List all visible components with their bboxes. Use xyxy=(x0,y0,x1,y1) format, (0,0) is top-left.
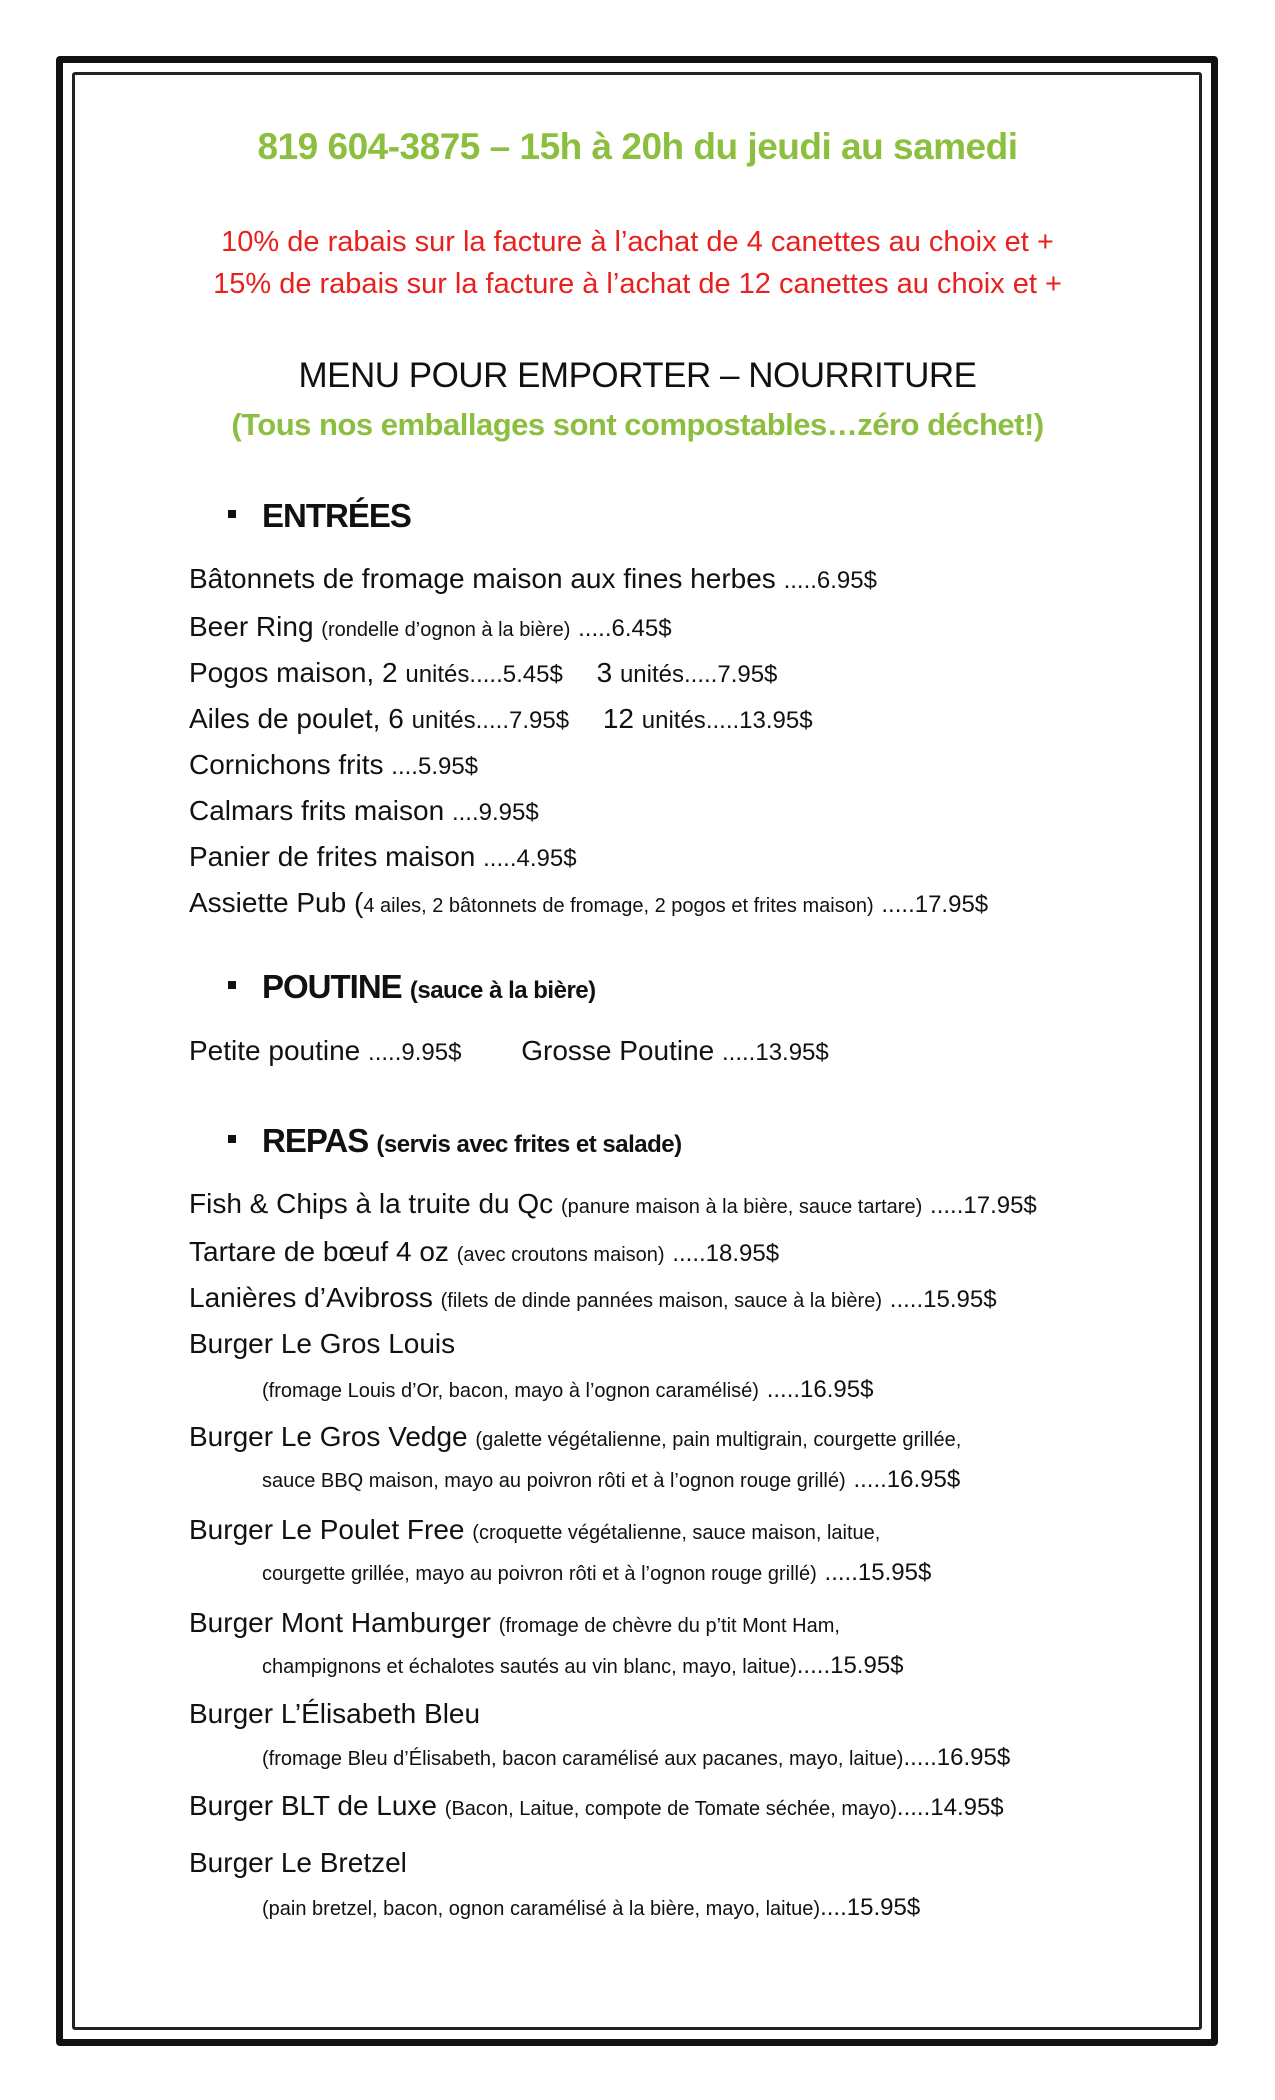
item-price: .....17.95$ xyxy=(881,891,989,918)
item-name: Burger BLT de Luxe xyxy=(189,1790,438,1821)
item-detail: (fromage Bleu d’Élisabeth, bacon caramélisé aux pacanes, mayo, laitue) xyxy=(262,1748,904,1770)
section-poutine xyxy=(228,968,596,1006)
menu-item xyxy=(189,1188,1037,1220)
item-price: .....9.95$ xyxy=(368,1039,462,1066)
item-detail: (panure maison à la bière, sauce tartare) xyxy=(560,1196,923,1218)
menu-item xyxy=(189,1236,779,1268)
item-price: .....14.95$ xyxy=(896,1794,1004,1821)
section-title: POUTINE xyxy=(262,968,402,1005)
menu-item xyxy=(189,563,877,595)
item-name: Tartare de bœuf 4 oz xyxy=(189,1236,449,1267)
section-entrees xyxy=(228,497,411,535)
item-detail: (rondelle d’ognon à la bière) xyxy=(321,619,571,641)
item-price: .....6.45$ xyxy=(578,615,672,642)
section-title: REPAS xyxy=(262,1122,369,1159)
item-name: Beer Ring xyxy=(189,611,314,642)
item-price: .....18.95$ xyxy=(672,1240,780,1267)
item-price: .....15.95$ xyxy=(796,1652,904,1679)
item-price: ....9.95$ xyxy=(451,799,539,826)
item-unit: unités xyxy=(619,661,684,688)
item-price: .....15.95$ xyxy=(824,1559,932,1586)
item-price: .....13.95$ xyxy=(705,707,813,734)
item-name: Calmars frits maison xyxy=(189,795,445,826)
item-unit: unités xyxy=(411,707,476,734)
item-price: .....7.95$ xyxy=(684,661,778,688)
bullet-icon xyxy=(228,510,236,518)
menu-item xyxy=(189,1790,1004,1822)
menu-item-detail-line xyxy=(262,1890,920,1922)
item-detail: (fromage Louis d’Or, bacon, mayo à l’ognon caramélisé) xyxy=(262,1380,759,1402)
item-detail: (croquette végétalienne, sauce maison, laitue, xyxy=(472,1522,881,1544)
menu-item xyxy=(189,749,478,781)
promo-line-1: 10% de rabais sur la facture à l’achat de 4 canettes au choix et + xyxy=(221,226,1054,258)
section-repas xyxy=(228,1122,682,1160)
item-name: Burger Le Gros Louis xyxy=(189,1328,456,1359)
item-price: .....4.95$ xyxy=(483,845,577,872)
item-detail: (fromage de chèvre du p’tit Mont Ham, xyxy=(498,1615,840,1637)
promo-line-2: 15% de rabais sur la facture à l’achat de 12 canettes au choix et + xyxy=(213,268,1062,300)
menu-item xyxy=(189,841,577,873)
menu-item xyxy=(189,657,777,689)
menu-item-detail-line xyxy=(262,1740,1010,1772)
item-price: .....13.95$ xyxy=(722,1039,829,1066)
item-price: .....16.95$ xyxy=(766,1376,874,1403)
item-detail: sauce BBQ maison, mayo au poivron rôti et à l’ognon rouge grillé) xyxy=(262,1470,846,1492)
item-name: Petite poutine xyxy=(189,1035,361,1066)
menu-item xyxy=(189,611,672,643)
item-name: Burger Le Poulet Free xyxy=(189,1514,465,1545)
item-name: Assiette Pub ( xyxy=(189,887,364,918)
item-detail: (galette végétalienne, pain multigrain, courgette grillée, xyxy=(475,1429,962,1451)
item-name: Burger Le Bretzel xyxy=(189,1847,407,1878)
item-price: .....6.95$ xyxy=(783,567,877,594)
item-detail: (Bacon, Laitue, compote de Tomate séchée, mayo) xyxy=(444,1798,897,1820)
item-name: Cornichons frits xyxy=(189,749,384,780)
section-note: (sauce à la bière) xyxy=(409,977,596,1004)
menu-item-detail-line xyxy=(262,1555,931,1587)
item-price: ....15.95$ xyxy=(820,1894,921,1921)
item-quantity: 12 xyxy=(602,703,634,734)
item-price: .....5.45$ xyxy=(469,661,563,688)
item-price: .....7.95$ xyxy=(475,707,570,734)
item-price: .....17.95$ xyxy=(930,1192,1037,1219)
item-name: Panier de frites maison xyxy=(189,841,476,872)
bullet-icon xyxy=(228,981,236,989)
item-unit: unités xyxy=(641,707,706,734)
menu-item xyxy=(189,703,813,735)
item-name: Grosse Poutine xyxy=(521,1035,715,1066)
menu-item xyxy=(189,1514,880,1546)
menu-item xyxy=(189,1282,997,1314)
menu-item xyxy=(189,1421,961,1453)
item-detail: champignons et échalotes sautés au vin blanc, mayo, laitue) xyxy=(262,1656,797,1678)
menu-item xyxy=(189,1847,407,1879)
bullet-icon xyxy=(228,1135,236,1143)
menu-item xyxy=(189,1607,840,1639)
item-quantity: 3 xyxy=(596,657,613,688)
item-name: Burger Le Gros Vedge xyxy=(189,1421,468,1452)
menu-subtitle: (Tous nos emballages sont compostables…zéro déchet!) xyxy=(231,407,1044,442)
item-name: Bâtonnets de fromage maison aux fines herbes xyxy=(189,563,776,594)
menu-item xyxy=(189,1328,455,1360)
menu-title: MENU POUR EMPORTER – NOURRITURE xyxy=(298,356,977,395)
section-title: ENTRÉES xyxy=(262,497,411,534)
item-name: Burger L’Élisabeth Bleu xyxy=(189,1698,481,1729)
item-detail: 4 ailes, 2 bâtonnets de fromage, 2 pogos et frites maison) xyxy=(363,895,874,917)
item-name: Burger Mont Hamburger xyxy=(189,1607,491,1638)
item-price: .....16.95$ xyxy=(903,1744,1011,1771)
item-detail: (filets de dinde pannées maison, sauce à la bière) xyxy=(440,1290,883,1312)
item-price: .....15.95$ xyxy=(889,1286,997,1313)
menu-item xyxy=(189,795,539,827)
menu-item xyxy=(189,1698,480,1730)
item-price: ....5.95$ xyxy=(391,753,479,780)
phone-hours: 819 604-3875 – 15h à 20h du jeudi au samedi xyxy=(257,126,1018,167)
item-name: Pogos maison, 2 xyxy=(189,657,398,688)
item-detail: courgette grillée, mayo au poivron rôti et à l’ognon rouge grillé) xyxy=(262,1563,817,1585)
menu-item-detail-line xyxy=(262,1372,873,1404)
menu-item xyxy=(189,887,988,919)
menu-item-detail-line xyxy=(262,1462,960,1494)
item-detail: (pain bretzel, bacon, ognon caramélisé à la bière, mayo, laitue) xyxy=(262,1898,821,1920)
item-name: Fish & Chips à la truite du Qc xyxy=(189,1188,554,1219)
item-detail: (avec croutons maison) xyxy=(456,1244,665,1266)
menu-item xyxy=(189,1035,829,1067)
section-note: (servis avec frites et salade) xyxy=(376,1131,682,1158)
item-name: Lanières d’Avibross xyxy=(189,1282,433,1313)
item-unit: unités xyxy=(405,661,470,688)
item-price: .....16.95$ xyxy=(853,1466,961,1493)
menu-item-detail-line xyxy=(262,1648,904,1680)
item-name: Ailes de poulet, 6 xyxy=(189,703,404,734)
